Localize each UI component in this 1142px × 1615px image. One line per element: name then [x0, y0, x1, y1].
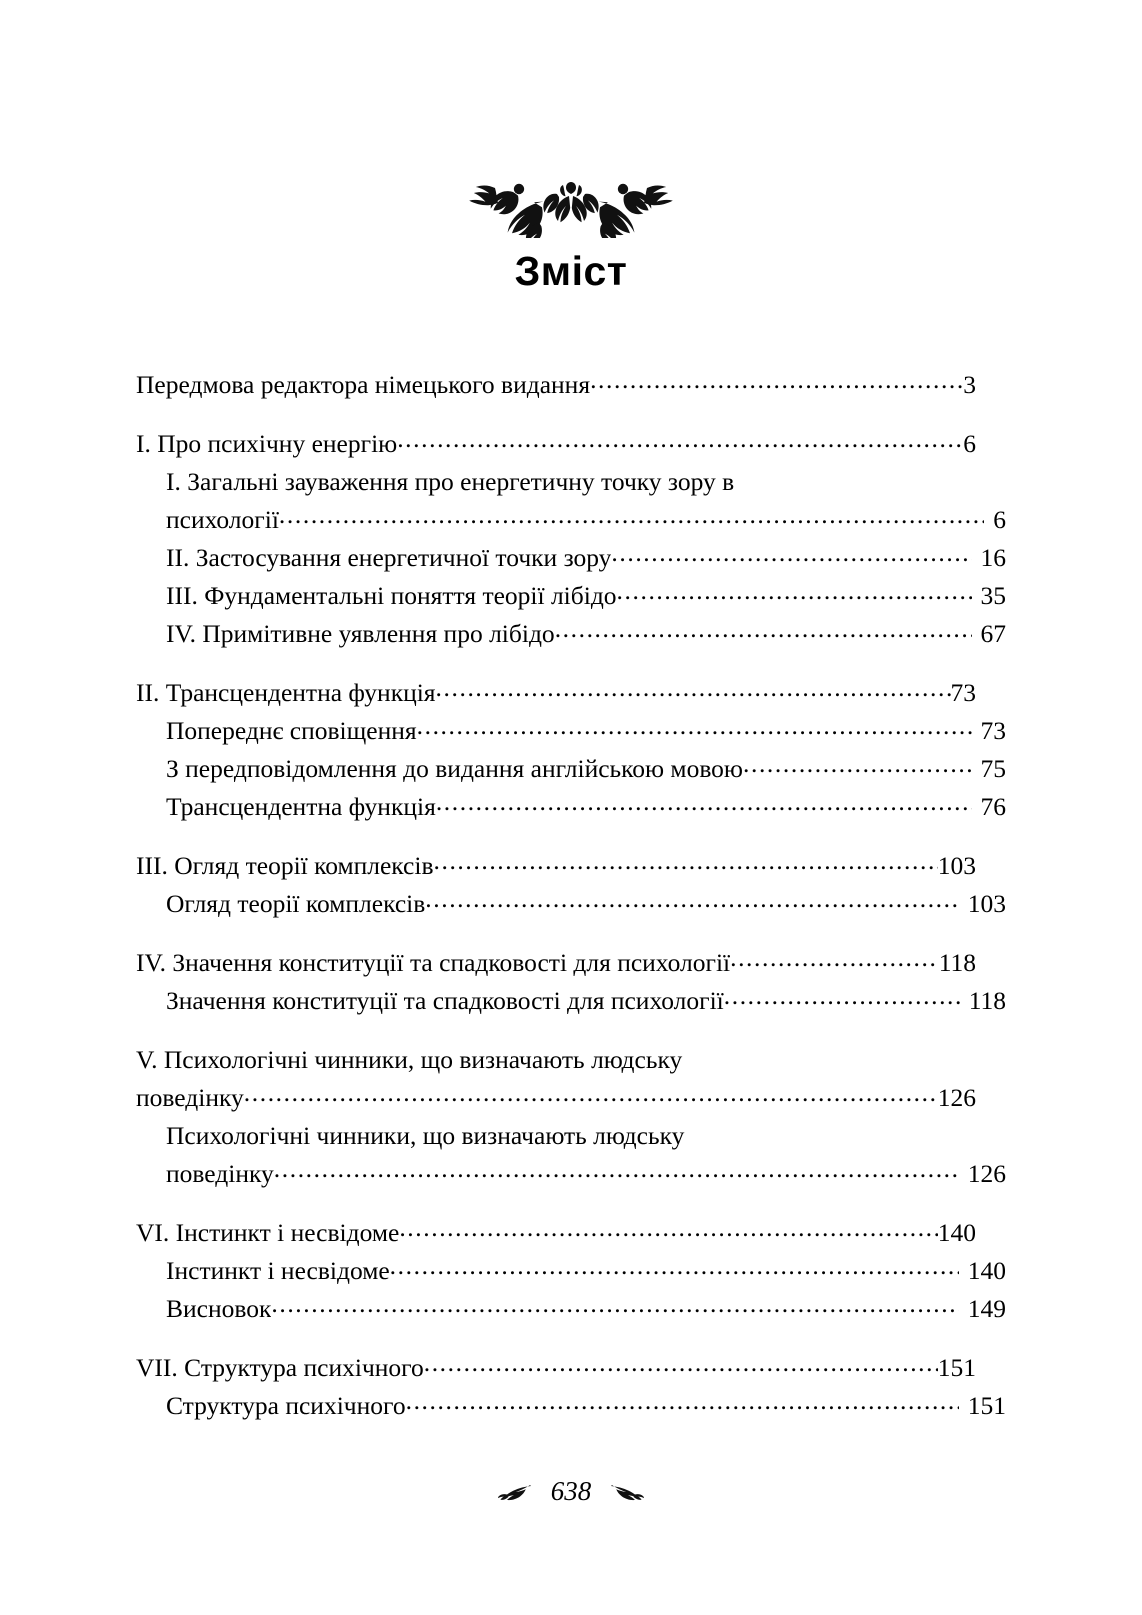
toc-entry[interactable]: [136, 1079, 976, 1117]
toc-entry[interactable]: [136, 425, 976, 463]
toc-entry-page-number: 151: [967, 1391, 1006, 1420]
dot-leader: [390, 1254, 959, 1280]
toc-entry-page-number: 75: [980, 754, 1006, 783]
toc-entry-page-number: 149: [967, 1294, 1006, 1323]
toc-entry[interactable]: [136, 1349, 976, 1387]
dot-leader: [724, 984, 960, 1010]
toc-entry-page-number: 140: [937, 1218, 976, 1247]
dot-leader: [417, 714, 972, 740]
leaf-fleuron-right-icon: [610, 1483, 644, 1501]
toc-entry-label: Передмова редактора німецького видання: [136, 370, 591, 399]
dot-leader: [611, 541, 971, 567]
toc-entry-label: III. Огляд теорії комплексів: [136, 851, 434, 880]
header-ornament-container: [0, 168, 1142, 243]
toc-entry[interactable]: [136, 944, 976, 982]
toc-entry-page-number: 73: [980, 716, 1006, 745]
toc-entry-label: I. Про психічну енергію: [136, 429, 398, 458]
dot-leader: [436, 676, 951, 702]
toc-entry[interactable]: [136, 577, 1006, 615]
dot-leader: [271, 1292, 958, 1318]
toc-entry[interactable]: [136, 982, 1006, 1020]
toc-entry-label: поведінку: [166, 1159, 274, 1188]
dot-leader: [743, 752, 972, 778]
toc-entry[interactable]: [136, 1214, 976, 1252]
toc-entry-label: II. Трансцендентна функція: [136, 678, 436, 707]
toc-entry-label: Трансцендентна функція: [166, 792, 436, 821]
toc-entry-label: Структура психічного: [166, 1391, 406, 1420]
toc-entry[interactable]: [136, 788, 1006, 826]
toc-entry-page-number: 151: [937, 1353, 976, 1382]
toc-entry-label: психології: [166, 505, 279, 534]
toc-entry[interactable]: [136, 501, 1006, 539]
toc-entry-line[interactable]: Психологічні чинники, що визначають людську: [166, 1121, 685, 1150]
toc-entry-label: IV. Примітивне уявлення про лібідо: [166, 619, 555, 648]
toc-entry-page-number: 6: [993, 505, 1006, 534]
leaf-fleuron-left-icon: [498, 1483, 532, 1501]
toc-entry-page-number: 35: [980, 581, 1006, 610]
dot-leader: [434, 849, 938, 875]
dot-leader: [397, 427, 963, 453]
dot-leader: [555, 617, 972, 643]
toc-entry-page-number: 67: [980, 619, 1006, 648]
toc-entry[interactable]: [136, 712, 1006, 750]
toc-entry[interactable]: [136, 1290, 1006, 1328]
toc-entry[interactable]: [136, 885, 1006, 923]
toc-entry-line[interactable]: V. Психологічні чинники, що визначають людську: [136, 1045, 683, 1074]
dot-leader: [424, 1351, 938, 1377]
toc-entry-page-number: 103: [967, 889, 1006, 918]
dot-leader: [590, 368, 963, 394]
toc-entry-page-number: 3: [963, 370, 976, 399]
toc-entry-page-number: 140: [967, 1256, 1006, 1285]
dot-leader: [406, 1389, 959, 1415]
toc-entry[interactable]: [136, 539, 1006, 577]
dot-leader: [436, 790, 972, 816]
toc-entry-label: II. Застосування енергетичної точки зору: [166, 543, 612, 572]
toc-entry-label: VI. Інстинкт і несвідоме: [136, 1218, 400, 1247]
toc-entry-label: III. Фундаментальні поняття теорії лібідо: [166, 581, 617, 610]
toc-entry-page-number: 126: [937, 1083, 976, 1112]
toc-entry-page-number: 118: [968, 986, 1006, 1015]
footer-page-number: 638: [550, 1476, 592, 1506]
toc-entry-label: Огляд теорії комплексів: [166, 889, 426, 918]
toc-entry[interactable]: [136, 1155, 1006, 1193]
toc-entry[interactable]: [136, 366, 976, 404]
toc-entry[interactable]: [136, 674, 976, 712]
dot-leader: [425, 887, 958, 913]
page-title: Зміст: [514, 248, 628, 294]
dot-leader: [279, 503, 984, 529]
table-of-contents: [136, 366, 1006, 1425]
toc-entry-page-number: 16: [980, 543, 1006, 572]
toc-entry-label: Попереднє сповіщення: [166, 716, 417, 745]
toc-entry-page-number: 76: [980, 792, 1006, 821]
toc-entry[interactable]: [136, 750, 1006, 788]
dot-leader: [617, 579, 972, 605]
toc-entry-label: IV. Значення конституції та спадковості для психології: [136, 948, 731, 977]
dot-leader: [274, 1157, 959, 1183]
page-footer: [0, 1474, 1142, 1507]
toc-entry[interactable]: [136, 847, 976, 885]
dot-leader: [399, 1216, 937, 1242]
toc-entry[interactable]: [136, 615, 1006, 653]
toc-entry-page-number: 103: [937, 851, 976, 880]
toc-entry-page-number: 6: [963, 429, 976, 458]
toc-entry-label: Значення конституції та спадковості для психології: [166, 986, 724, 1015]
toc-entry-page-number: 118: [938, 948, 976, 977]
toc-entry-label: Висновок: [166, 1294, 272, 1323]
toc-entry-label: поведінку: [136, 1083, 244, 1112]
toc-entry[interactable]: [136, 1252, 1006, 1290]
toc-entry-page-number: 126: [967, 1159, 1006, 1188]
toc-entry-label: Інстинкт і несвідоме: [166, 1256, 390, 1285]
floral-flourish-ornament: [451, 168, 691, 238]
toc-entry[interactable]: [136, 1387, 1006, 1425]
dot-leader: [730, 946, 939, 972]
dot-leader: [244, 1081, 938, 1107]
toc-entry-page-number: 73: [950, 678, 976, 707]
toc-entry-label: VII. Структура психічного: [136, 1353, 424, 1382]
toc-entry-line[interactable]: I. Загальні зауваження про енергетичну точку зору в: [166, 467, 735, 496]
toc-entry-label: З передповідомлення до видання англійською мовою: [166, 754, 743, 783]
